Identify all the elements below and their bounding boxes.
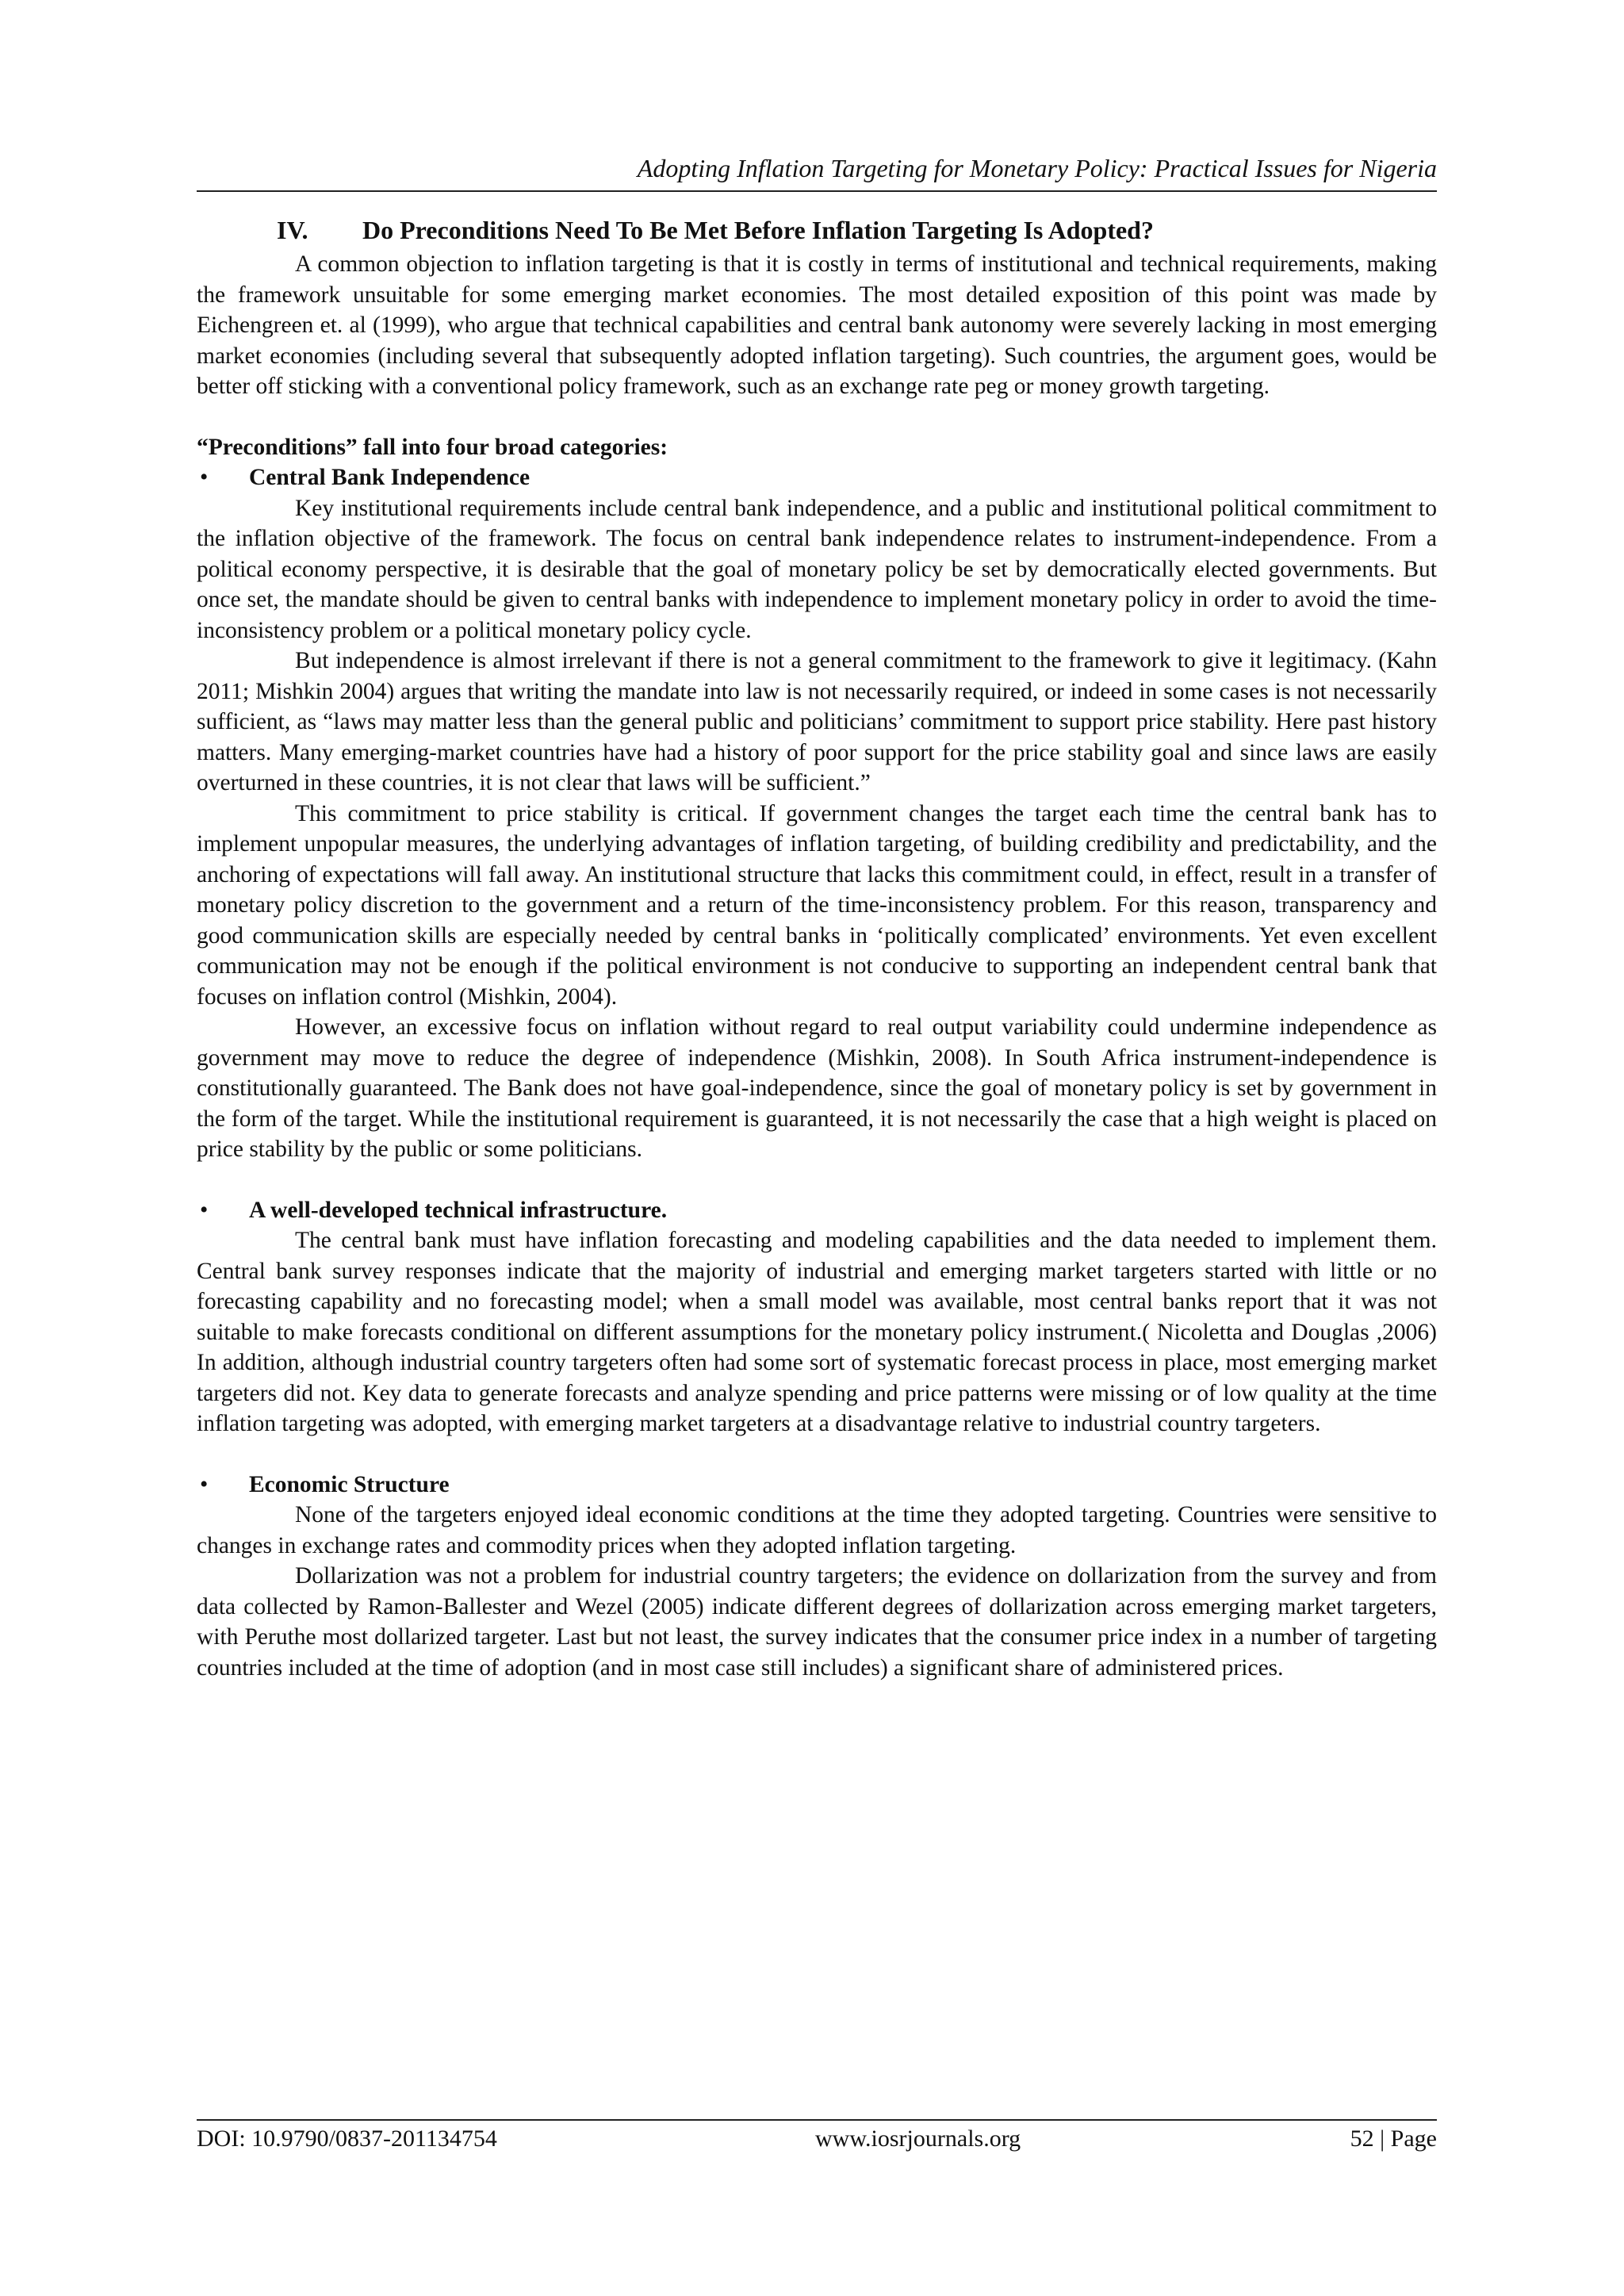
intro-paragraph: A common objection to inflation targeting is that it is costly in terms of institutional and technical requirements, making the framework unsuitable for some emerging market economies. The most detailed exposition of this point was made by Eichengreen et. al (1999), who argue that technical capabilities and central bank autonomy were severely lacking in most emerging market economies (including several that subsequently adopted inflation targeting). Such countries, the argument goes, would be better off sticking with a conventional policy framework, such as an exchange rate peg or money growth targeting. [197, 251, 1437, 399]
paragraph: However, an excessive focus on inflation without regard to real output variability could undermine independence as government may move to reduce the degree of independence (Mishkin, 2008). In South Africa instrument-independence is constitutionally guaranteed. The Bank does not have goal-independence, since the goal of monetary policy is set by government in the form of the target. While the institutional requirement is guaranteed, it is not necessarily the case that a high weight is placed on price stability by the public or some politicians. [197, 1014, 1437, 1162]
section-number: IV. [277, 216, 308, 244]
bullet-icon: • [200, 1197, 209, 1223]
footer-rule [197, 2119, 1437, 2121]
section-title: Do Preconditions Need To Be Met Before Inflation Targeting Is Adopted? [362, 216, 1154, 244]
paragraph: The central bank must have inflation forecasting and modeling capabilities and the data needed to implement them. Central bank survey responses indicate that the majority of industrial and emerging market targeters started with little or no forecasting capability and no forecasting model; when a small model was available, most central banks report that it was not suitable to make forecasts conditional on different assumptions for the monetary policy instrument.( Nicoletta and Douglas ,2006) In addition, although industrial country targeters often had some sort of systematic forecast process in place, most emerging market targeters did not. Key data to generate forecasts and analyze spending and price patterns were missing or of low quality at the time inflation targeting was adopted, with emerging market targeters at a disadvantage relative to industrial country targeters. [197, 1228, 1437, 1436]
bullet-icon: • [200, 465, 209, 490]
section-heading [197, 214, 1437, 246]
paragraph: Dollarization was not a problem for industrial country targeters; the evidence on dollarization from the survey and from data collected by Ramon-Ballester and Wezel (2005) indicate different degrees of dollarization across emerging market targeters, with Peruthe most dollarized targeter. Last but not least, the survey indicates that the consumer price index in a number of targeting countries included at the time of adoption (and in most case still includes) a significant share of administered prices. [197, 1563, 1437, 1681]
journal-website: www.iosrjournals.org [815, 2125, 1021, 2152]
bullet-technical-infrastructure [197, 1195, 1437, 1226]
bullet-economic-structure [197, 1470, 1437, 1501]
paragraph: None of the targeters enjoyed ideal economic conditions at the time they adopted targeting. Countries were sensitive to changes in exchange rates and commodity prices when they adopted inflation targeting. [197, 1502, 1437, 1558]
bullet-central-bank-independence [197, 462, 1437, 493]
bullet-title: Central Bank Independence [249, 465, 530, 490]
running-header: Adopting Inflation Targeting for Monetary Policy: Practical Issues for Nigeria [637, 154, 1437, 182]
paragraph: This commitment to price stability is critical. If government changes the target each time the central bank has to implement unpopular measures, the underlying advantages of inflation targeting, of building credibility and predictability, and the anchoring of expectations will fall away. An institutional structure that lacks this commitment could, in effect, result in a transfer of monetary policy discretion to the government and a return of the time-inconsistency problem. For this reason, transparency and good communication skills are especially needed by central banks in ‘politically complicated’ environments. Yet even excellent communication may not be enough if the political environment is not conducive to supporting an independent central bank that focuses on inflation control (Mishkin, 2004). [197, 800, 1437, 1010]
header-rule [197, 190, 1437, 192]
bullet-title: Economic Structure [249, 1471, 450, 1497]
journal-page [197, 0, 1437, 2296]
page-number: 52 | Page [1350, 2125, 1437, 2152]
preconditions-heading: “Preconditions” fall into four broad categories: [197, 434, 668, 460]
bullet-title: A well-developed technical infrastructure. [249, 1197, 668, 1223]
doi-text: DOI: 10.9790/0837-201134754 [197, 2125, 497, 2152]
paragraph: But independence is almost irrelevant if there is not a general commitment to the framework to give it legitimacy. (Kahn 2011; Mishkin 2004) argues that writing the mandate into law is not necessarily required, or indeed in some cases is not necessarily sufficient, as “laws may matter less than the general public and politicians’ commitment to support price stability. Here past history matters. Many emerging-market countries have had a history of poor support for the price stability goal and since laws are easily overturned in these countries, it is not clear that laws will be sufficient.” [197, 648, 1437, 795]
spacer [197, 1165, 1437, 1195]
bullet-icon: • [200, 1471, 209, 1497]
article-body [197, 214, 1437, 1683]
spacer [197, 402, 1437, 432]
spacer [197, 1439, 1437, 1470]
paragraph: Key institutional requirements include central bank independence, and a public and institutional political commitment to the inflation objective of the framework. The focus on central bank independence relates to instrument-independence. From a political economy perspective, it is desirable that the goal of monetary policy be set by democratically elected governments. But once set, the mandate should be given to central banks with independence to implement monetary policy in order to avoid the time-inconsistency problem or a political monetary policy cycle. [197, 495, 1437, 643]
